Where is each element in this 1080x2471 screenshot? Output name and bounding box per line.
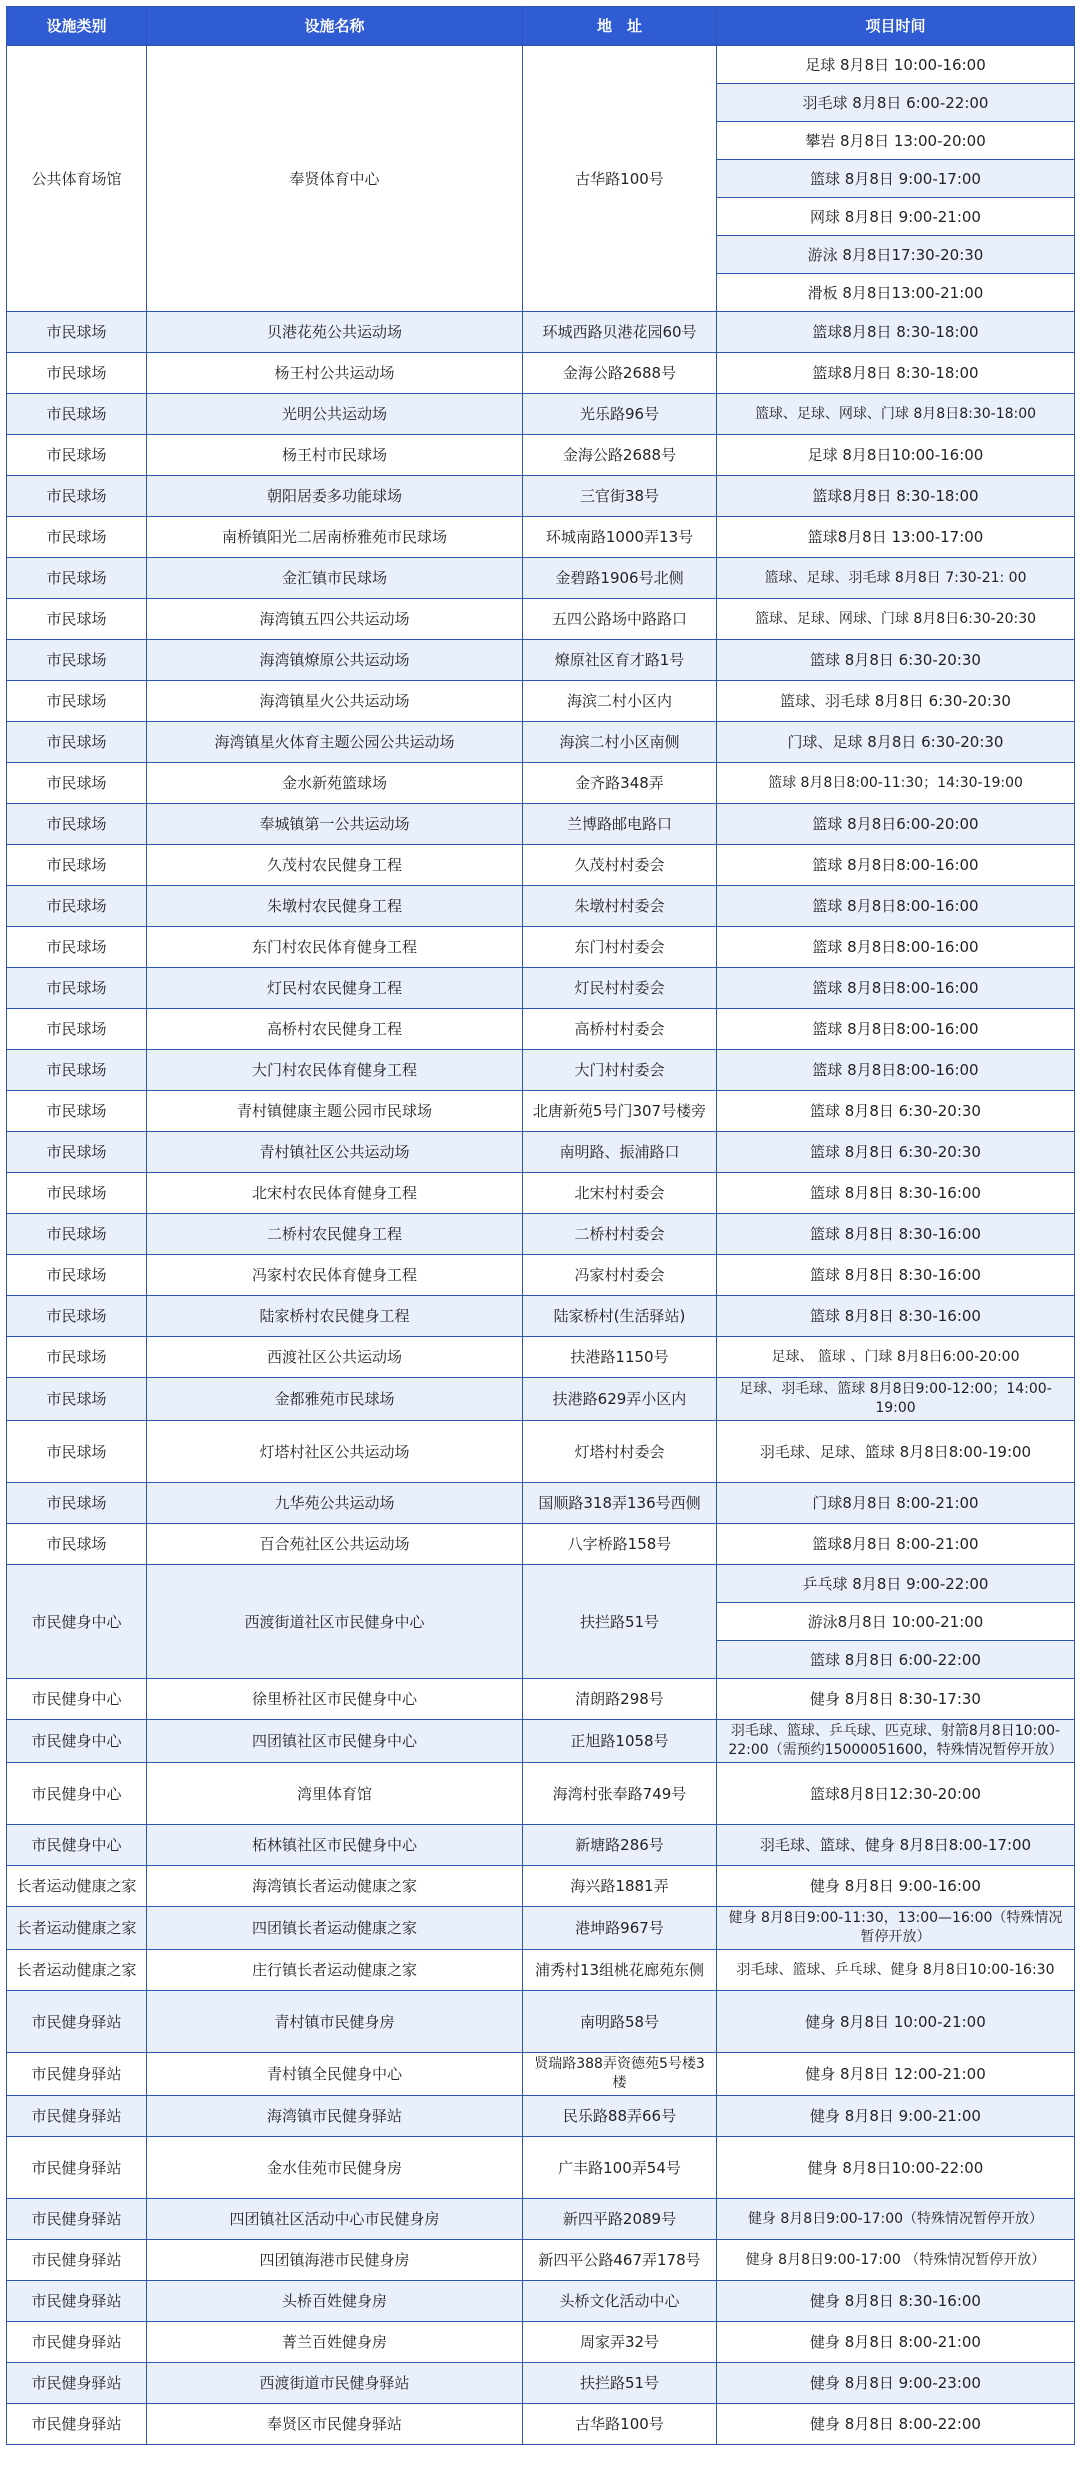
schedule-cell: 羽毛球 8月8日 6:00-22:00 bbox=[717, 84, 1075, 122]
category-cell: 市民球场 bbox=[7, 1337, 147, 1378]
category-cell: 市民健身驿站 bbox=[7, 2404, 147, 2445]
table-row bbox=[7, 1720, 1075, 1763]
address-cell: 国顺路318弄136号西侧 bbox=[523, 1483, 717, 1524]
facility-name-cell: 贝港花苑公共运动场 bbox=[147, 312, 523, 353]
address-cell: 贤瑞路388弄资德苑5号楼3楼 bbox=[523, 2053, 717, 2096]
address-cell: 海滨二村小区内 bbox=[523, 681, 717, 722]
address-cell: 古华路100号 bbox=[523, 2404, 717, 2445]
address-cell: 环城南路1000弄13号 bbox=[523, 517, 717, 558]
schedule-cell: 篮球 8月8日8:00-16:00 bbox=[717, 845, 1075, 886]
schedule-cell: 乒乓球 8月8日 9:00-22:00 bbox=[717, 1565, 1075, 1603]
facility-name-cell: 海湾镇长者运动健康之家 bbox=[147, 1866, 523, 1907]
facility-name-cell: 金水佳苑市民健身房 bbox=[147, 2137, 523, 2199]
facility-name-cell: 陆家桥村农民健身工程 bbox=[147, 1296, 523, 1337]
category-cell: 市民球场 bbox=[7, 845, 147, 886]
facility-name-cell: 西渡社区公共运动场 bbox=[147, 1337, 523, 1378]
schedule-cell: 篮球 8月8日 8:30-16:00 bbox=[717, 1214, 1075, 1255]
address-cell: 新四平路2089号 bbox=[523, 2199, 717, 2240]
category-cell: 市民球场 bbox=[7, 804, 147, 845]
schedule-cell: 篮球 8月8日8:00-16:00 bbox=[717, 1050, 1075, 1091]
table-row bbox=[7, 845, 1075, 886]
address-cell: 周家弄32号 bbox=[523, 2322, 717, 2363]
category-cell: 市民球场 bbox=[7, 1132, 147, 1173]
schedule-cell: 游泳 8月8日17:30-20:30 bbox=[717, 236, 1075, 274]
facility-name-cell: 高桥村农民健身工程 bbox=[147, 1009, 523, 1050]
category-cell: 市民健身驿站 bbox=[7, 1991, 147, 2053]
category-cell: 市民球场 bbox=[7, 1483, 147, 1524]
schedule-cell: 篮球、羽毛球 8月8日 6:30-20:30 bbox=[717, 681, 1075, 722]
schedule-cell: 篮球 8月8日6:00-20:00 bbox=[717, 804, 1075, 845]
table-row bbox=[7, 1679, 1075, 1720]
schedule-cell: 篮球 8月8日8:00-16:00 bbox=[717, 968, 1075, 1009]
facility-name-cell: 大门村农民体育健身工程 bbox=[147, 1050, 523, 1091]
facility-name-cell: 四团镇社区市民健身中心 bbox=[147, 1720, 523, 1763]
table-body bbox=[7, 46, 1075, 2445]
table-row bbox=[7, 2199, 1075, 2240]
address-cell: 北唐新苑5号门307号楼旁 bbox=[523, 1091, 717, 1132]
address-cell: 环城西路贝港花园60号 bbox=[523, 312, 717, 353]
category-cell: 市民球场 bbox=[7, 1524, 147, 1565]
facility-name-cell: 北宋村农民体育健身工程 bbox=[147, 1173, 523, 1214]
schedule-cell: 篮球、足球、网球、门球 8月8日6:30-20:30 bbox=[717, 599, 1075, 640]
facility-name-cell: 奉贤区市民健身驿站 bbox=[147, 2404, 523, 2445]
schedule-cell: 篮球8月8日12:30-20:00 bbox=[717, 1763, 1075, 1825]
category-cell: 市民球场 bbox=[7, 435, 147, 476]
facility-name-cell: 海湾镇燎原公共运动场 bbox=[147, 640, 523, 681]
schedule-cell: 滑板 8月8日13:00-21:00 bbox=[717, 274, 1075, 312]
schedule-cell: 篮球 8月8日 8:30-16:00 bbox=[717, 1296, 1075, 1337]
table-row bbox=[7, 1050, 1075, 1091]
table-row bbox=[7, 1565, 1075, 1603]
address-cell: 广丰路100弄54号 bbox=[523, 2137, 717, 2199]
category-cell: 市民球场 bbox=[7, 886, 147, 927]
table-row bbox=[7, 476, 1075, 517]
category-cell: 市民球场 bbox=[7, 394, 147, 435]
address-cell: 港坤路967号 bbox=[523, 1907, 717, 1950]
facility-name-cell: 庄行镇长者运动健康之家 bbox=[147, 1950, 523, 1991]
schedule-cell: 篮球8月8日 8:30-18:00 bbox=[717, 353, 1075, 394]
schedule-cell: 羽毛球、篮球、乒乓球、匹克球、射箭8月8日10:00-22:00（需预约15000051600，特殊情况暂停开放） bbox=[717, 1720, 1075, 1763]
table-row bbox=[7, 2053, 1075, 2096]
category-cell: 市民健身驿站 bbox=[7, 2363, 147, 2404]
table-row bbox=[7, 2322, 1075, 2363]
facility-name-cell: 东门村农民体育健身工程 bbox=[147, 927, 523, 968]
category-cell: 市民球场 bbox=[7, 1421, 147, 1483]
schedule-cell: 羽毛球、篮球、健身 8月8日8:00-17:00 bbox=[717, 1825, 1075, 1866]
category-cell: 市民球场 bbox=[7, 1091, 147, 1132]
facility-name-cell: 四团镇海港市民健身房 bbox=[147, 2240, 523, 2281]
category-cell: 市民球场 bbox=[7, 968, 147, 1009]
category-cell: 市民球场 bbox=[7, 763, 147, 804]
table-row bbox=[7, 435, 1075, 476]
schedule-cell: 健身 8月8日 8:30-17:30 bbox=[717, 1679, 1075, 1720]
address-cell: 八字桥路158号 bbox=[523, 1524, 717, 1565]
table-row bbox=[7, 394, 1075, 435]
table-row bbox=[7, 1173, 1075, 1214]
table-row bbox=[7, 2281, 1075, 2322]
facility-name-cell: 杨王村公共运动场 bbox=[147, 353, 523, 394]
facility-name-cell: 二桥村农民健身工程 bbox=[147, 1214, 523, 1255]
address-cell: 正旭路1058号 bbox=[523, 1720, 717, 1763]
schedule-cell: 健身 8月8日 8:30-16:00 bbox=[717, 2281, 1075, 2322]
facility-name-cell: 湾里体育馆 bbox=[147, 1763, 523, 1825]
table-row bbox=[7, 1009, 1075, 1050]
schedule-cell: 篮球 8月8日 6:30-20:30 bbox=[717, 1091, 1075, 1132]
schedule-cell: 网球 8月8日 9:00-21:00 bbox=[717, 198, 1075, 236]
facility-table bbox=[6, 6, 1075, 2445]
address-cell: 大门村村委会 bbox=[523, 1050, 717, 1091]
facility-name-cell: 金水新苑篮球场 bbox=[147, 763, 523, 804]
category-cell: 市民健身驿站 bbox=[7, 2281, 147, 2322]
table-row bbox=[7, 1991, 1075, 2053]
category-cell: 市民球场 bbox=[7, 1255, 147, 1296]
table-row bbox=[7, 558, 1075, 599]
category-cell: 市民健身驿站 bbox=[7, 2137, 147, 2199]
schedule-cell: 篮球 8月8日 6:00-22:00 bbox=[717, 1641, 1075, 1679]
table-row bbox=[7, 763, 1075, 804]
address-cell: 头桥文化活动中心 bbox=[523, 2281, 717, 2322]
header-address: 地 址 bbox=[523, 7, 717, 46]
facility-schedule bbox=[6, 6, 1074, 2445]
schedule-cell: 门球、足球 8月8日 6:30-20:30 bbox=[717, 722, 1075, 763]
schedule-cell: 篮球、足球、羽毛球 8月8日 7:30-21: 00 bbox=[717, 558, 1075, 599]
facility-name-cell: 青村镇健康主题公园市民球场 bbox=[147, 1091, 523, 1132]
schedule-cell: 篮球8月8日 8:30-18:00 bbox=[717, 312, 1075, 353]
facility-name-cell: 杨王村市民球场 bbox=[147, 435, 523, 476]
category-cell: 市民球场 bbox=[7, 1050, 147, 1091]
schedule-cell: 篮球 8月8日 9:00-17:00 bbox=[717, 160, 1075, 198]
category-cell: 公共体育场馆 bbox=[7, 46, 147, 312]
address-cell: 民乐路88弄66号 bbox=[523, 2096, 717, 2137]
table-row bbox=[7, 1337, 1075, 1378]
facility-name-cell: 奉贤体育中心 bbox=[147, 46, 523, 312]
facility-name-cell: 灯民村农民健身工程 bbox=[147, 968, 523, 1009]
table-row bbox=[7, 1378, 1075, 1421]
address-cell: 金碧路1906号北侧 bbox=[523, 558, 717, 599]
schedule-cell: 篮球 8月8日 8:30-16:00 bbox=[717, 1173, 1075, 1214]
facility-name-cell: 百合苑社区公共运动场 bbox=[147, 1524, 523, 1565]
header-schedule: 项目时间 bbox=[717, 7, 1075, 46]
category-cell: 市民健身驿站 bbox=[7, 2096, 147, 2137]
address-cell: 浦秀村13组桃花廊苑东侧 bbox=[523, 1950, 717, 1991]
schedule-cell: 健身 8月8日9:00-17:00（特殊情况暂停开放） bbox=[717, 2199, 1075, 2240]
address-cell: 南明路58号 bbox=[523, 1991, 717, 2053]
table-row bbox=[7, 1907, 1075, 1950]
table-row bbox=[7, 2404, 1075, 2445]
table-row bbox=[7, 927, 1075, 968]
facility-name-cell: 西渡街道市民健身驿站 bbox=[147, 2363, 523, 2404]
address-cell: 东门村村委会 bbox=[523, 927, 717, 968]
address-cell: 燎原社区育才路1号 bbox=[523, 640, 717, 681]
facility-name-cell: 奉城镇第一公共运动场 bbox=[147, 804, 523, 845]
schedule-cell: 篮球 8月8日8:00-16:00 bbox=[717, 1009, 1075, 1050]
schedule-cell: 健身 8月8日9:00-17:00 （特殊情况暂停开放） bbox=[717, 2240, 1075, 2281]
facility-name-cell: 徐里桥社区市民健身中心 bbox=[147, 1679, 523, 1720]
category-cell: 市民健身中心 bbox=[7, 1565, 147, 1679]
table-row bbox=[7, 1255, 1075, 1296]
category-cell: 市民健身驿站 bbox=[7, 2199, 147, 2240]
address-cell: 清朗路298号 bbox=[523, 1679, 717, 1720]
facility-name-cell: 灯塔村社区公共运动场 bbox=[147, 1421, 523, 1483]
schedule-cell: 篮球 8月8日8:00-16:00 bbox=[717, 927, 1075, 968]
schedule-cell: 足球、 篮球 、门球 8月8日6:00-20:00 bbox=[717, 1337, 1075, 1378]
address-cell: 兰博路邮电路口 bbox=[523, 804, 717, 845]
facility-name-cell: 青村镇市民健身房 bbox=[147, 1991, 523, 2053]
facility-name-cell: 青村镇全民健身中心 bbox=[147, 2053, 523, 2096]
facility-name-cell: 头桥百姓健身房 bbox=[147, 2281, 523, 2322]
table-row bbox=[7, 46, 1075, 84]
table-row bbox=[7, 1214, 1075, 1255]
schedule-cell: 篮球 8月8日8:00-16:00 bbox=[717, 886, 1075, 927]
schedule-cell: 游泳8月8日 10:00-21:00 bbox=[717, 1603, 1075, 1641]
category-cell: 长者运动健康之家 bbox=[7, 1907, 147, 1950]
table-row bbox=[7, 517, 1075, 558]
address-cell: 海滨二村小区南侧 bbox=[523, 722, 717, 763]
facility-name-cell: 海湾镇五四公共运动场 bbox=[147, 599, 523, 640]
schedule-cell: 攀岩 8月8日 13:00-20:00 bbox=[717, 122, 1075, 160]
table-row bbox=[7, 804, 1075, 845]
category-cell: 市民球场 bbox=[7, 599, 147, 640]
address-cell: 二桥村村委会 bbox=[523, 1214, 717, 1255]
address-cell: 北宋村村委会 bbox=[523, 1173, 717, 1214]
schedule-cell: 足球 8月8日 10:00-16:00 bbox=[717, 46, 1075, 84]
schedule-cell: 健身 8月8日 10:00-21:00 bbox=[717, 1991, 1075, 2053]
address-cell: 灯塔村村委会 bbox=[523, 1421, 717, 1483]
address-cell: 新四平公路467弄178号 bbox=[523, 2240, 717, 2281]
category-cell: 市民球场 bbox=[7, 1296, 147, 1337]
facility-name-cell: 金都雅苑市民球场 bbox=[147, 1378, 523, 1421]
schedule-cell: 门球8月8日 8:00-21:00 bbox=[717, 1483, 1075, 1524]
schedule-cell: 篮球 8月8日8:00-11:30；14:30-19:00 bbox=[717, 763, 1075, 804]
schedule-cell: 篮球8月8日 8:00-21:00 bbox=[717, 1524, 1075, 1565]
schedule-cell: 羽毛球、篮球、乒乓球、健身 8月8日10:00-16:30 bbox=[717, 1950, 1075, 1991]
facility-name-cell: 朝阳居委多功能球场 bbox=[147, 476, 523, 517]
table-row bbox=[7, 640, 1075, 681]
category-cell: 市民球场 bbox=[7, 517, 147, 558]
address-cell: 扶拦路51号 bbox=[523, 1565, 717, 1679]
category-cell: 市民健身驿站 bbox=[7, 2053, 147, 2096]
address-cell: 扶港路1150号 bbox=[523, 1337, 717, 1378]
table-row bbox=[7, 1825, 1075, 1866]
facility-name-cell: 西渡街道社区市民健身中心 bbox=[147, 1565, 523, 1679]
address-cell: 金齐路348弄 bbox=[523, 763, 717, 804]
schedule-cell: 健身 8月8日 8:00-21:00 bbox=[717, 2322, 1075, 2363]
schedule-cell: 健身 8月8日 9:00-16:00 bbox=[717, 1866, 1075, 1907]
facility-name-cell: 冯家村农民体育健身工程 bbox=[147, 1255, 523, 1296]
category-cell: 市民健身中心 bbox=[7, 1825, 147, 1866]
category-cell: 市民球场 bbox=[7, 681, 147, 722]
schedule-cell: 足球、羽毛球、篮球 8月8日9:00-12:00；14:00-19:00 bbox=[717, 1378, 1075, 1421]
table-row bbox=[7, 599, 1075, 640]
address-cell: 光乐路96号 bbox=[523, 394, 717, 435]
schedule-cell: 健身 8月8日 9:00-23:00 bbox=[717, 2363, 1075, 2404]
facility-name-cell: 光明公共运动场 bbox=[147, 394, 523, 435]
address-cell: 陆家桥村(生活驿站) bbox=[523, 1296, 717, 1337]
facility-name-cell: 青村镇社区公共运动场 bbox=[147, 1132, 523, 1173]
address-cell: 新塘路286号 bbox=[523, 1825, 717, 1866]
facility-name-cell: 四团镇长者运动健康之家 bbox=[147, 1907, 523, 1950]
address-cell: 久茂村村委会 bbox=[523, 845, 717, 886]
category-cell: 市民球场 bbox=[7, 1378, 147, 1421]
table-header-row bbox=[7, 7, 1075, 46]
table-row bbox=[7, 1866, 1075, 1907]
table-row bbox=[7, 1421, 1075, 1483]
category-cell: 市民球场 bbox=[7, 476, 147, 517]
table-row bbox=[7, 1296, 1075, 1337]
address-cell: 海湾村张奉路749号 bbox=[523, 1763, 717, 1825]
category-cell: 市民球场 bbox=[7, 558, 147, 599]
table-row bbox=[7, 353, 1075, 394]
schedule-cell: 健身 8月8日9:00-11:30，13:00—16:00（特殊情况暂停开放） bbox=[717, 1907, 1075, 1950]
category-cell: 市民健身中心 bbox=[7, 1720, 147, 1763]
table-row bbox=[7, 681, 1075, 722]
address-cell: 金海公路2688号 bbox=[523, 435, 717, 476]
schedule-cell: 健身 8月8日 9:00-21:00 bbox=[717, 2096, 1075, 2137]
facility-name-cell: 朱墩村农民健身工程 bbox=[147, 886, 523, 927]
category-cell: 市民球场 bbox=[7, 1009, 147, 1050]
facility-name-cell: 南桥镇阳光二居南桥雅苑市民球场 bbox=[147, 517, 523, 558]
category-cell: 市民球场 bbox=[7, 1214, 147, 1255]
facility-name-cell: 海湾镇市民健身驿站 bbox=[147, 2096, 523, 2137]
table-row bbox=[7, 2363, 1075, 2404]
schedule-cell: 篮球 8月8日 8:30-16:00 bbox=[717, 1255, 1075, 1296]
schedule-cell: 篮球、足球、网球、门球 8月8日8:30-18:00 bbox=[717, 394, 1075, 435]
address-cell: 海兴路1881弄 bbox=[523, 1866, 717, 1907]
category-cell: 长者运动健康之家 bbox=[7, 1866, 147, 1907]
table-row bbox=[7, 1763, 1075, 1825]
table-row bbox=[7, 1524, 1075, 1565]
table-row bbox=[7, 2137, 1075, 2199]
table-row bbox=[7, 968, 1075, 1009]
address-cell: 灯民村村委会 bbox=[523, 968, 717, 1009]
category-cell: 市民健身驿站 bbox=[7, 2322, 147, 2363]
schedule-cell: 篮球 8月8日 6:30-20:30 bbox=[717, 640, 1075, 681]
address-cell: 扶拦路51号 bbox=[523, 2363, 717, 2404]
schedule-cell: 健身 8月8日 12:00-21:00 bbox=[717, 2053, 1075, 2096]
schedule-cell: 篮球 8月8日 6:30-20:30 bbox=[717, 1132, 1075, 1173]
category-cell: 市民球场 bbox=[7, 312, 147, 353]
address-cell: 三官街38号 bbox=[523, 476, 717, 517]
facility-name-cell: 海湾镇星火公共运动场 bbox=[147, 681, 523, 722]
facility-name-cell: 柘林镇社区市民健身中心 bbox=[147, 1825, 523, 1866]
category-cell: 市民球场 bbox=[7, 927, 147, 968]
address-cell: 南明路、振浦路口 bbox=[523, 1132, 717, 1173]
table-row bbox=[7, 2240, 1075, 2281]
table-row bbox=[7, 1132, 1075, 1173]
facility-name-cell: 金汇镇市民球场 bbox=[147, 558, 523, 599]
address-cell: 古华路100号 bbox=[523, 46, 717, 312]
schedule-cell: 羽毛球、足球、篮球 8月8日8:00-19:00 bbox=[717, 1421, 1075, 1483]
table-row bbox=[7, 886, 1075, 927]
table-row bbox=[7, 2096, 1075, 2137]
schedule-cell: 健身 8月8日 8:00-22:00 bbox=[717, 2404, 1075, 2445]
table-row bbox=[7, 1483, 1075, 1524]
address-cell: 五四公路场中路路口 bbox=[523, 599, 717, 640]
schedule-cell: 足球 8月8日10:00-16:00 bbox=[717, 435, 1075, 476]
address-cell: 朱墩村村委会 bbox=[523, 886, 717, 927]
facility-name-cell: 菁兰百姓健身房 bbox=[147, 2322, 523, 2363]
table-row bbox=[7, 1950, 1075, 1991]
category-cell: 市民健身驿站 bbox=[7, 2240, 147, 2281]
category-cell: 市民球场 bbox=[7, 640, 147, 681]
category-cell: 市民健身中心 bbox=[7, 1679, 147, 1720]
schedule-cell: 篮球8月8日 8:30-18:00 bbox=[717, 476, 1075, 517]
table-row bbox=[7, 722, 1075, 763]
category-cell: 市民球场 bbox=[7, 1173, 147, 1214]
table-row bbox=[7, 312, 1075, 353]
schedule-cell: 健身 8月8日10:00-22:00 bbox=[717, 2137, 1075, 2199]
address-cell: 金海公路2688号 bbox=[523, 353, 717, 394]
table-row bbox=[7, 1091, 1075, 1132]
facility-name-cell: 四团镇社区活动中心市民健身房 bbox=[147, 2199, 523, 2240]
facility-name-cell: 久茂村农民健身工程 bbox=[147, 845, 523, 886]
address-cell: 冯家村村委会 bbox=[523, 1255, 717, 1296]
category-cell: 市民球场 bbox=[7, 722, 147, 763]
facility-name-cell: 海湾镇星火体育主题公园公共运动场 bbox=[147, 722, 523, 763]
category-cell: 市民球场 bbox=[7, 353, 147, 394]
address-cell: 高桥村村委会 bbox=[523, 1009, 717, 1050]
facility-name-cell: 九华苑公共运动场 bbox=[147, 1483, 523, 1524]
category-cell: 市民健身中心 bbox=[7, 1763, 147, 1825]
schedule-cell: 篮球8月8日 13:00-17:00 bbox=[717, 517, 1075, 558]
category-cell: 长者运动健康之家 bbox=[7, 1950, 147, 1991]
address-cell: 扶港路629弄小区内 bbox=[523, 1378, 717, 1421]
header-category: 设施类别 bbox=[7, 7, 147, 46]
header-name: 设施名称 bbox=[147, 7, 523, 46]
